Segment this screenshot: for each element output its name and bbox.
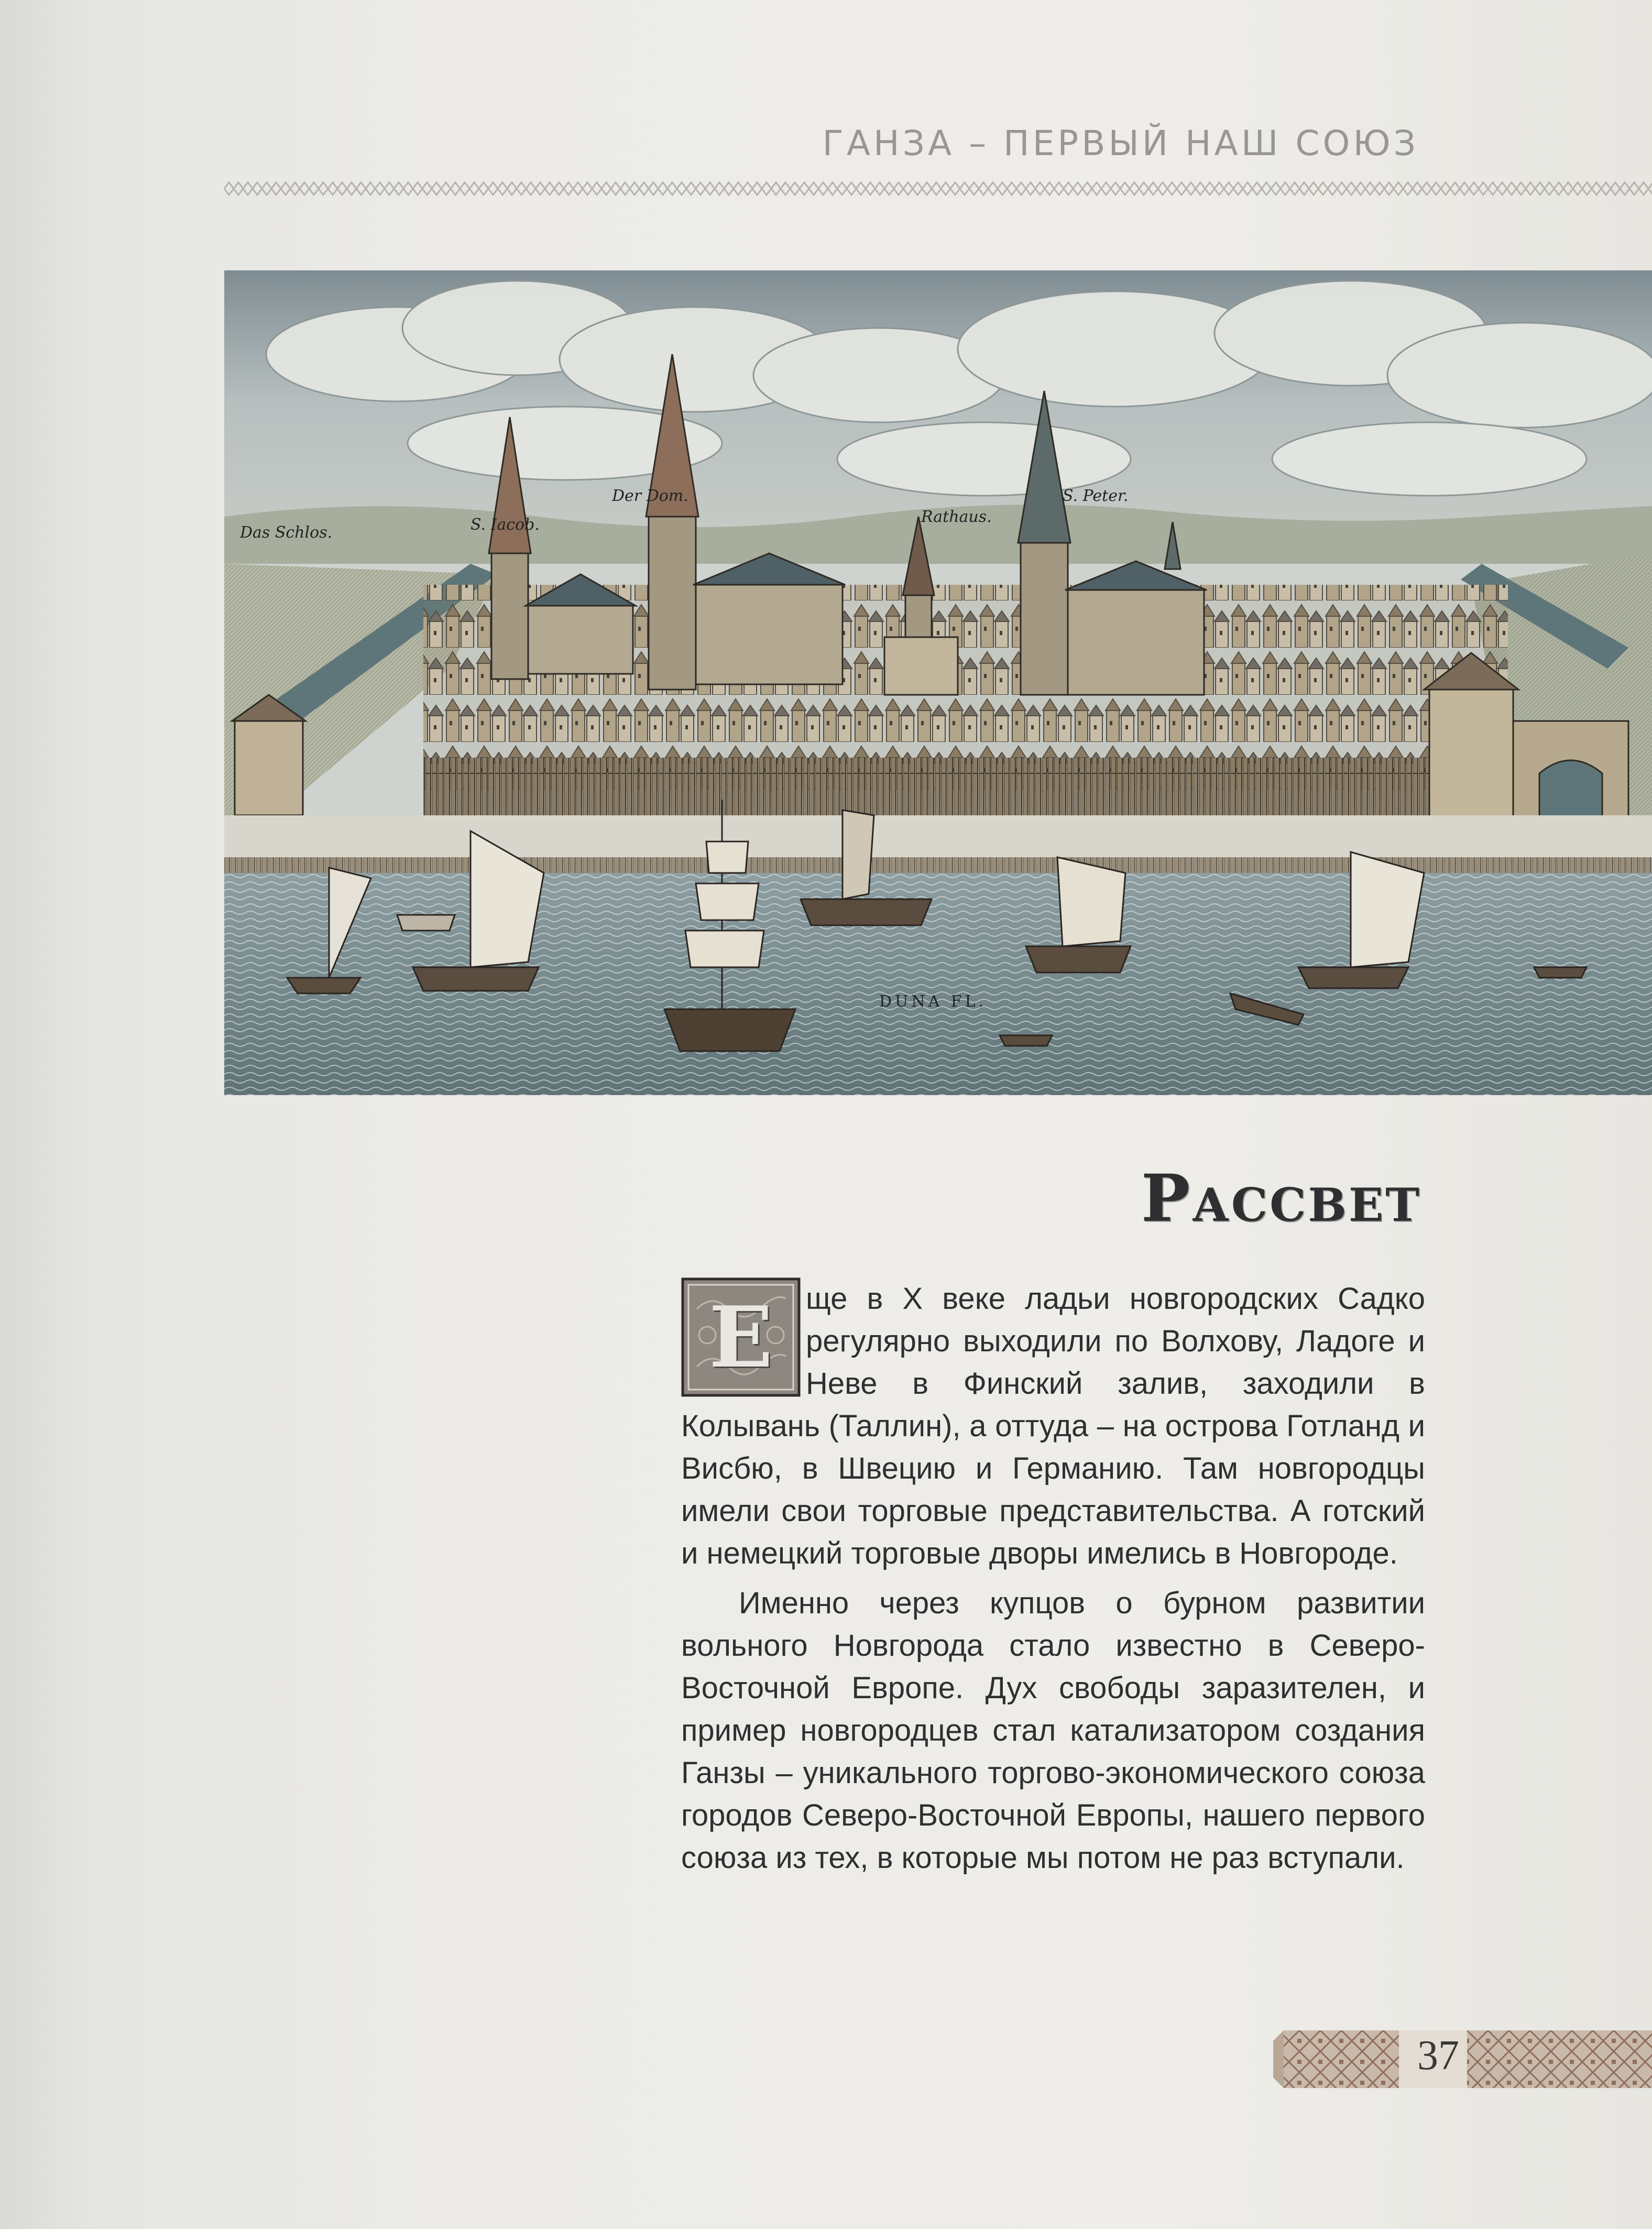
section-title: Рассвет bbox=[1141, 1161, 1421, 1237]
label-dom: Der Dom. bbox=[612, 487, 688, 505]
page-number: 37 bbox=[1417, 2033, 1459, 2079]
label-jacob: S. Iacob. bbox=[471, 516, 540, 534]
label-rathaus: Rathaus. bbox=[921, 508, 992, 526]
paragraph-1 bbox=[681, 1277, 1425, 1575]
paragraph-2: Именно через купцов о бурном развитии вольного Новгорода стало известно в Северо-Восточной Европе. Дух свободы заразителен, и пример новгородцев стал катализатором создания Ганзы – уникального торгово-экономического союза городов Северо-Восточной Европы, нашего первого союза из тех, в которые мы потом не раз вступали. bbox=[681, 1586, 1425, 1875]
label-schloss: Das Schlos. bbox=[240, 523, 333, 542]
label-peter: S. Peter. bbox=[1063, 487, 1129, 505]
paragraph-1-text: ще в X веке ладьи новгородских Садко регулярно выходили по Волхову, Ладоге и Неве в Финский залив, заходили в Колывань (Таллин), а оттуда – на острова Готланд и Висбю, в Швецию и Германию. Там новгородцы имели свои торговые представительства. А готский и немецкий торговые дворы имелись в Новгороде. bbox=[681, 1282, 1425, 1570]
lead-spacer bbox=[681, 1200, 1425, 1277]
riga-engraving bbox=[224, 270, 1652, 1095]
ornament-rule bbox=[224, 179, 1652, 198]
drop-cap-letter: Е bbox=[709, 1288, 773, 1386]
running-head: ГАНЗА – ПЕРВЫЙ НАШ СОЮЗ bbox=[822, 123, 1419, 163]
label-river: DUNA FL. bbox=[879, 992, 987, 1011]
article-body bbox=[681, 1200, 1425, 1879]
drop-cap bbox=[681, 1277, 801, 1397]
